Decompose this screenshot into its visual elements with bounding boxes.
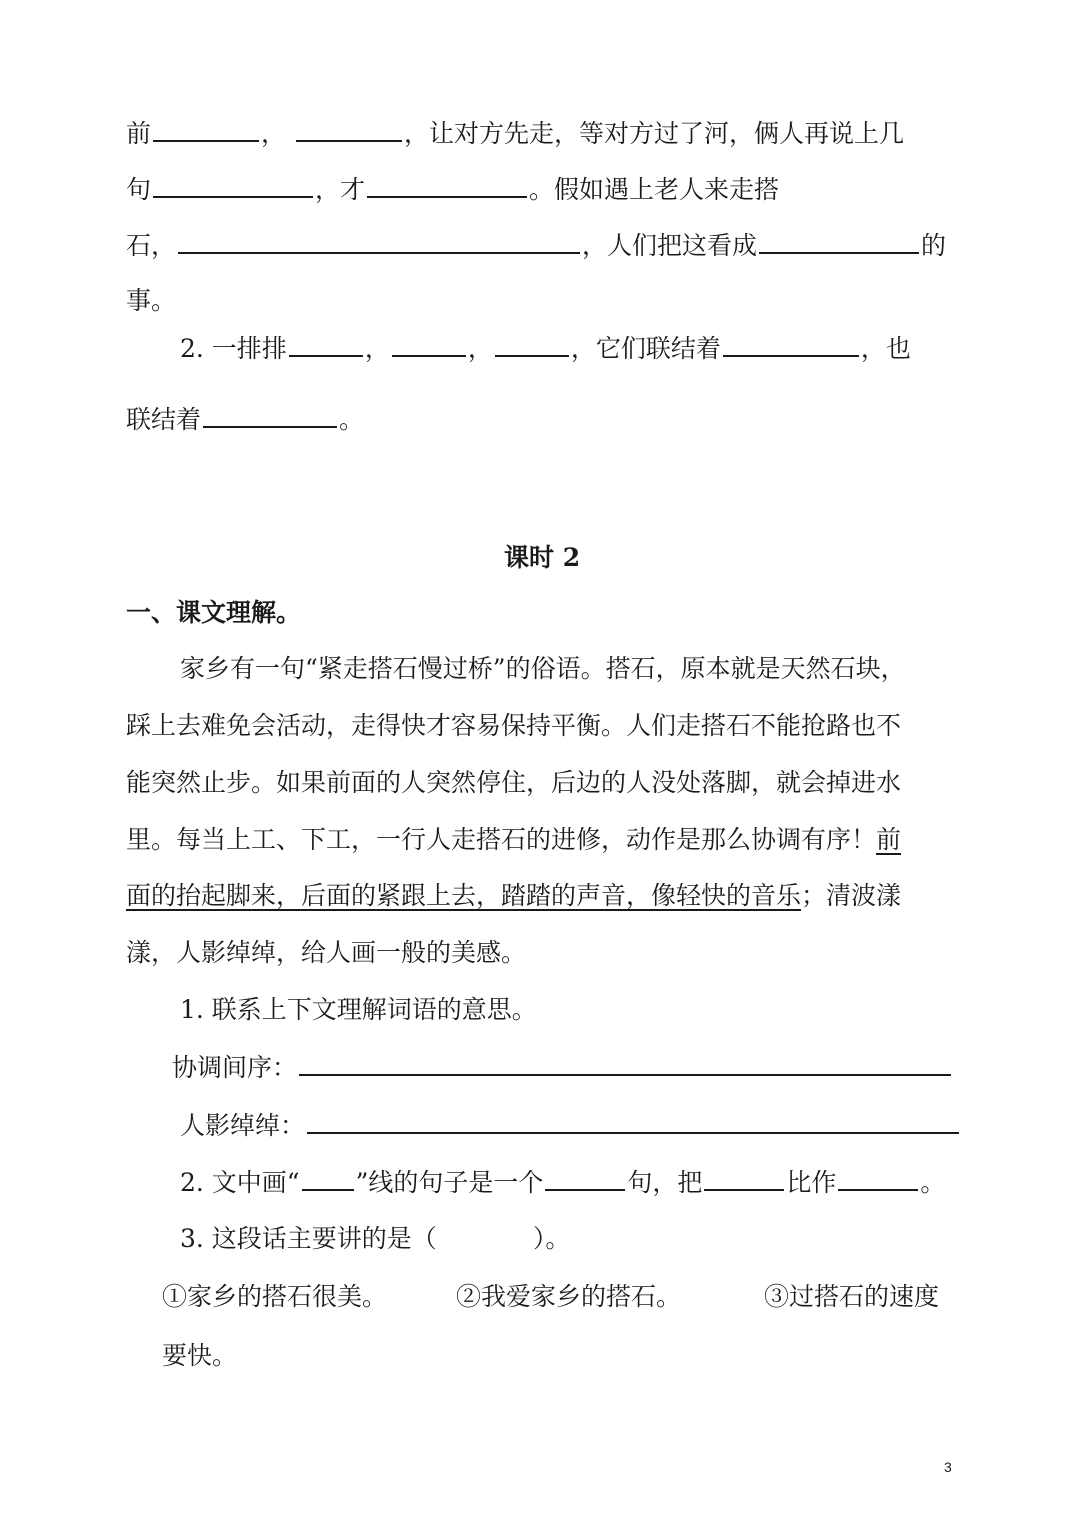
- passage-line-3: 能突然止步。如果前面的人突然停住，后边的人没处落脚，就会掉进水: [126, 768, 902, 797]
- answer-blank[interactable]: [153, 116, 259, 142]
- passage-line-4: [126, 823, 901, 857]
- answer-blank[interactable]: [704, 1165, 784, 1191]
- text: 。: [920, 1168, 946, 1197]
- text: 事。: [126, 286, 177, 315]
- passage-line-5: [126, 879, 901, 913]
- part-heading: 一、课文理解。: [126, 598, 302, 627]
- text: 2. 一排排: [180, 334, 287, 363]
- answer-blank[interactable]: [307, 1108, 959, 1134]
- text: 里。每当上工、下工，一行人走搭石的进修，动作是那么协调有序！: [126, 825, 877, 854]
- answer-blank[interactable]: [759, 228, 919, 254]
- text: 比作: [786, 1168, 837, 1197]
- fill-line-4: [126, 284, 176, 318]
- answer-blank[interactable]: [203, 402, 337, 428]
- fill-line-1: [126, 116, 904, 151]
- passage-line-2: 踩上去难免会活动，走得快才容易保持平衡。人们走搭石不能抢路也不: [126, 711, 902, 740]
- text: ，: [364, 334, 390, 363]
- text: 。: [339, 405, 365, 434]
- answer-blank[interactable]: [495, 331, 569, 357]
- fill-line-3: [126, 228, 946, 263]
- text: 联结着: [126, 405, 202, 434]
- text: ，才: [315, 175, 366, 204]
- answer-blank[interactable]: [296, 116, 402, 142]
- answer-blank[interactable]: [153, 172, 313, 198]
- text: 。假如遇上老人来走搭: [529, 175, 780, 204]
- underline-sample: [302, 1165, 354, 1191]
- text: ，: [261, 119, 287, 148]
- underlined-sentence: 前: [876, 825, 902, 854]
- text: ，它们联结着: [570, 334, 721, 363]
- lesson-title: 课时 2: [504, 543, 581, 572]
- text: ；清波漾: [801, 881, 902, 910]
- question-2-line: [180, 331, 911, 366]
- text: ）。: [532, 1224, 571, 1253]
- answer-blank[interactable]: [392, 331, 466, 357]
- question-2: [180, 1165, 945, 1200]
- answer-blank[interactable]: [178, 228, 580, 254]
- answer-blank[interactable]: [367, 172, 527, 198]
- question-1-item-1: [172, 1050, 953, 1085]
- answer-blank[interactable]: [838, 1165, 918, 1191]
- text: 句，把: [627, 1168, 703, 1197]
- answer-blank[interactable]: [299, 1050, 951, 1076]
- answer-blank[interactable]: [723, 331, 859, 357]
- term-label: 协调间序：: [172, 1053, 298, 1082]
- question-2-line-cont: [126, 402, 364, 437]
- text: ，: [467, 334, 493, 363]
- fill-line-2: [126, 172, 779, 207]
- text: 石，: [126, 231, 177, 260]
- text: ，让对方先走，等对方过了河，俩人再说上几: [404, 119, 905, 148]
- option-3[interactable]: ③过搭石的速度: [764, 1282, 940, 1311]
- text: 的: [921, 231, 947, 260]
- underlined-sentence: 面的抬起脚来，后面的紧跟上去，踏踏的声音，像轻快的音乐: [126, 881, 802, 910]
- text: 前: [126, 119, 152, 148]
- passage-line-6: 漾，人影绰绰，给人画一般的美感。: [126, 938, 527, 967]
- question-3-option-3-cont: 要快。: [162, 1341, 238, 1370]
- text: ，也: [860, 334, 911, 363]
- text: 2. 文中画“: [180, 1168, 300, 1197]
- text: 句: [126, 175, 152, 204]
- answer-blank[interactable]: [289, 331, 363, 357]
- term-label: 人影绰绰：: [180, 1111, 306, 1140]
- text: ”线的句子是一个: [355, 1168, 544, 1197]
- question-3-options: [162, 1280, 939, 1314]
- question-1-prompt: 1. 联系上下文理解词语的意思。: [180, 995, 537, 1024]
- question-3: [180, 1222, 570, 1256]
- page-number: 3: [944, 1459, 952, 1475]
- question-1-item-2: [180, 1108, 961, 1143]
- option-2[interactable]: ②我爱家乡的搭石。: [456, 1282, 682, 1311]
- answer-blank[interactable]: [545, 1165, 625, 1191]
- text: 3. 这段话主要讲的是（: [180, 1224, 437, 1253]
- text: ，人们把这看成: [582, 231, 758, 260]
- passage-line-1: 家乡有一句“紧走搭石慢过桥”的俗语。搭石，原本就是天然石块，: [180, 654, 906, 683]
- option-1[interactable]: ①家乡的搭石很美。: [162, 1282, 388, 1311]
